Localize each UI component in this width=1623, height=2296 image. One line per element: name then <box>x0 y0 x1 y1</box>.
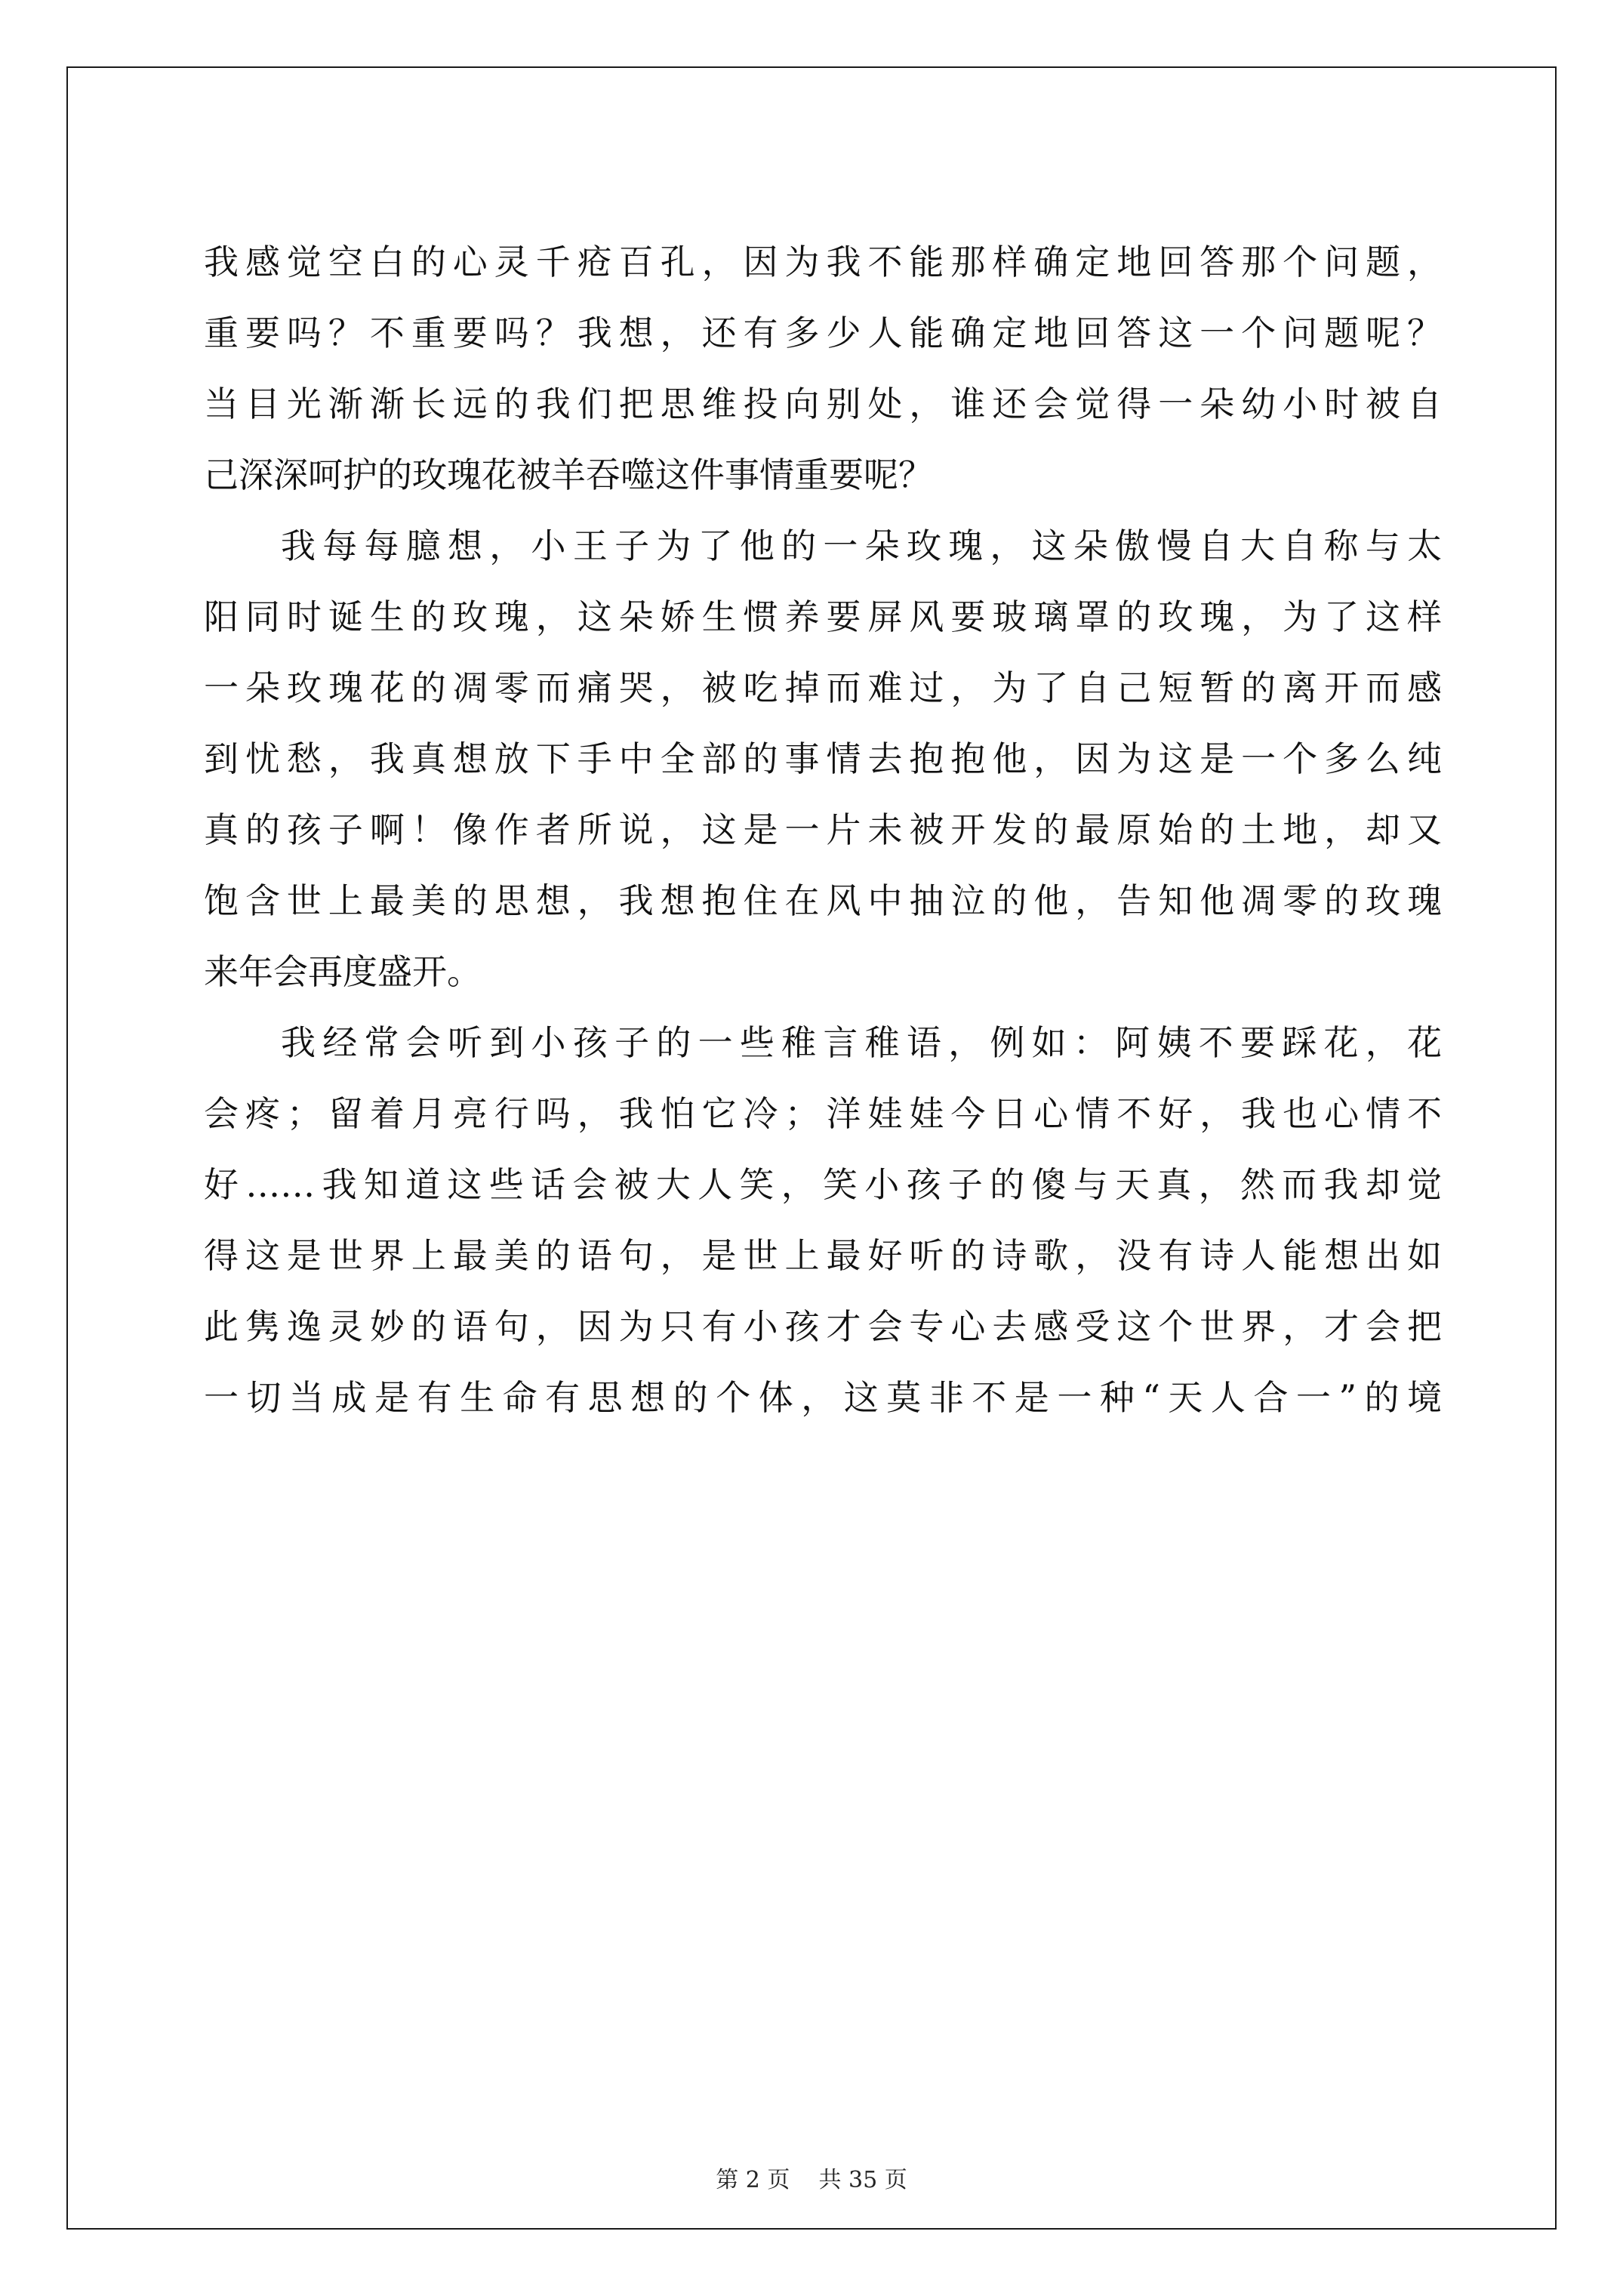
text-line: 会疼；留着月亮行吗，我怕它冷；洋娃娃今日心情不好，我也心情不 <box>204 1093 1442 1134</box>
text-line: 此隽逸灵妙的语句，因为只有小孩才会专心去感受这个世界，才会把 <box>204 1306 1442 1347</box>
text-line: 得这是世界上最美的语句，是世上最好听的诗歌，没有诗人能想出如 <box>204 1235 1442 1276</box>
text-line: 真的孩子啊！像作者所说，这是一片未被开发的最原始的土地，却又 <box>204 809 1442 850</box>
text-line: 一朵玫瑰花的凋零而痛哭，被吃掉而难过，为了自己短暂的离开而感 <box>204 667 1442 708</box>
text-line: 己深深呵护的玫瑰花被羊吞噬这件事情重要呢？ <box>204 455 933 495</box>
page-footer: 第 2 页 共 35 页 <box>716 2167 907 2193</box>
text-line: 我感觉空白的心灵千疮百孔，因为我不能那样确定地回答那个问题， <box>204 242 1442 282</box>
text-line: 阳同时诞生的玫瑰，这朵娇生惯养要屏风要玻璃罩的玫瑰，为了这样 <box>204 596 1442 637</box>
text-line: 好……我知道这些话会被大人笑，笑小孩子的傻与天真，然而我却觉 <box>204 1164 1442 1205</box>
text-line: 重要吗？不重要吗？我想，还有多少人能确定地回答这一个问题呢？ <box>204 313 1442 353</box>
text-line: 来年会再度盛开。 <box>204 951 482 992</box>
document-body <box>204 227 1442 1433</box>
text-line: 我每每臆想，小王子为了他的一朵玫瑰，这朵傲慢自大自称与太 <box>281 525 1442 566</box>
text-line: 饱含世上最美的思想，我想抱住在风中抽泣的他，告知他凋零的玫瑰 <box>204 880 1442 921</box>
text-line: 我经常会听到小孩子的一些稚言稚语，例如：阿姨不要踩花，花 <box>281 1022 1442 1063</box>
text-line: 到忧愁，我真想放下手中全部的事情去抱抱他，因为这是一个多么纯 <box>204 738 1442 779</box>
text-line: 当目光渐渐长远的我们把思维投向别处，谁还会觉得一朵幼小时被自 <box>204 384 1442 424</box>
text-line: 一切当成是有生命有思想的个体，这莫非不是一种“天人合一”的境 <box>204 1377 1442 1418</box>
